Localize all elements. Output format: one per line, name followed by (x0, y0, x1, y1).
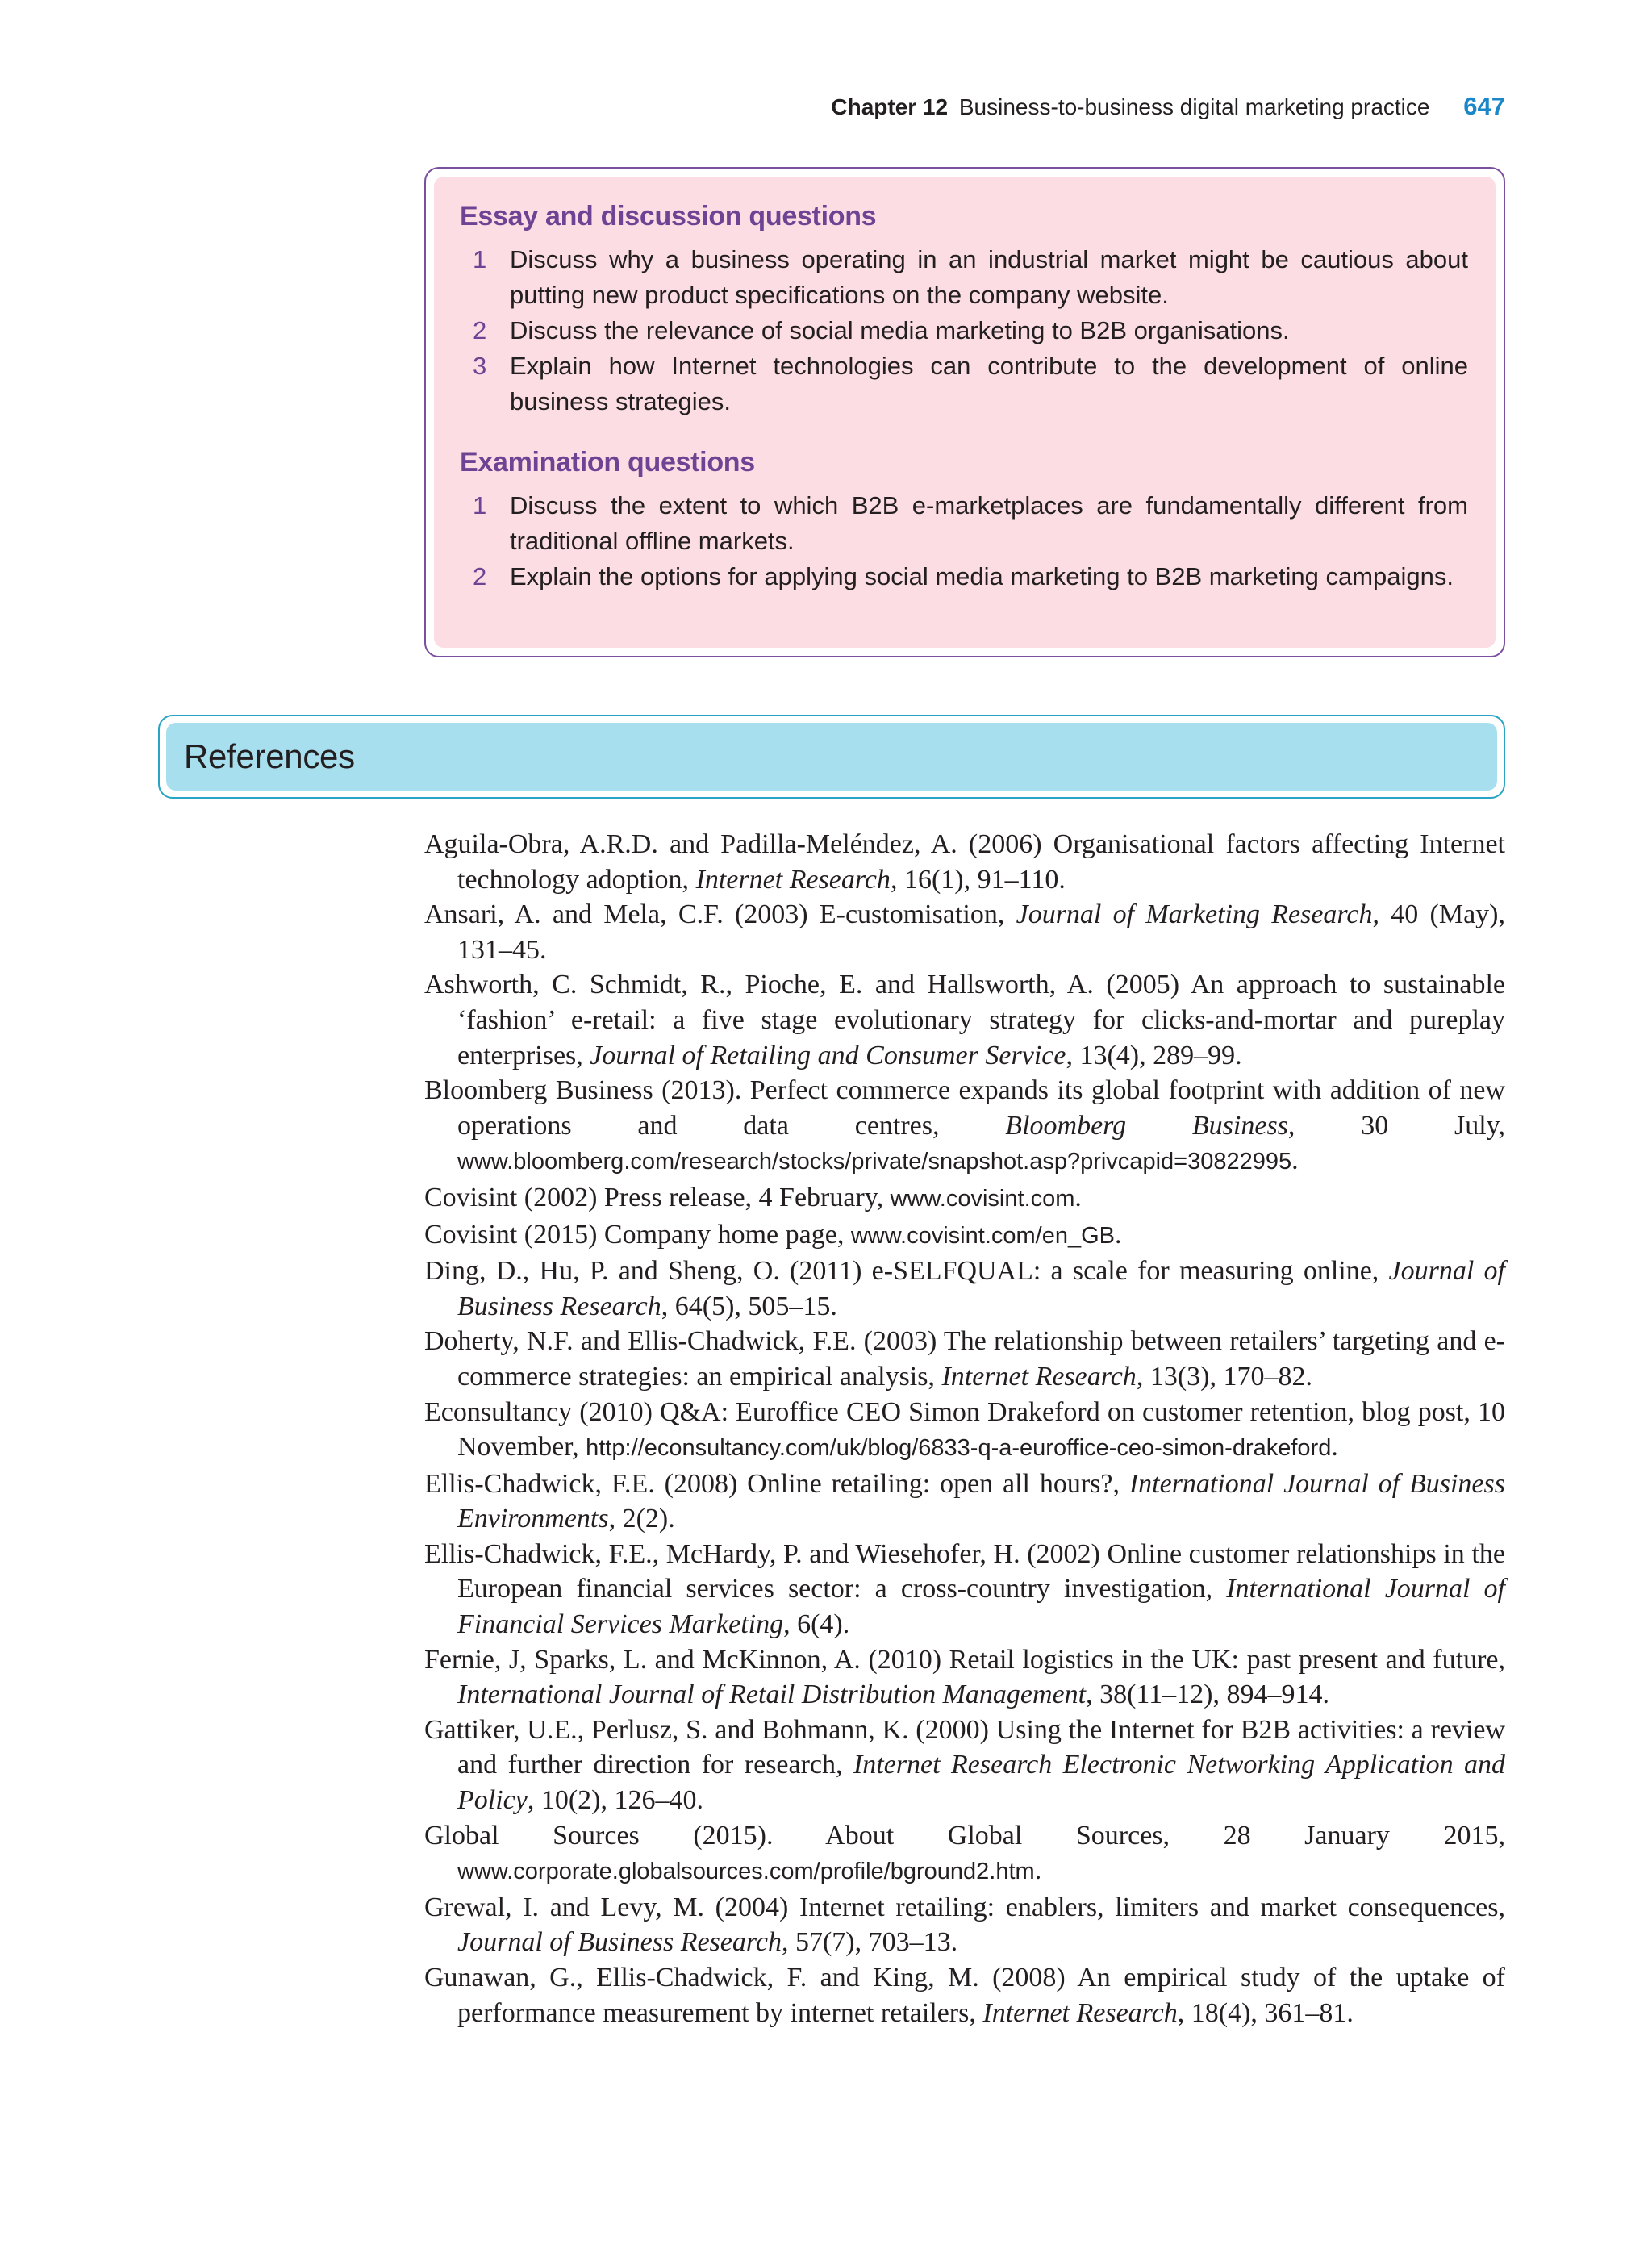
question-text: Explain how Internet technologies can contribute to the development of online business strategies. (510, 352, 1468, 415)
reference-journal: International Journal of Business Environments (457, 1468, 1505, 1534)
reference-url[interactable]: http://econsultancy.com/uk/blog/6833-q-a-euroffice-ceo-simon-drakeford (586, 1435, 1332, 1462)
question-number: 2 (473, 562, 487, 590)
reference-text: Ellis-Chadwick, F.E. (2008) Online retailing: open all hours?, (424, 1468, 1129, 1499)
reference-list (424, 827, 1505, 2030)
reference-text: , 38(11–12), 894–914. (1086, 1680, 1329, 1710)
reference-journal: Internet Research (695, 864, 891, 895)
reference-text: Ellis-Chadwick, F.E., McHardy, P. and Wiesehofer, H. (2002) Online customer relationships in the European financial services sector: a cross-country investigation, (424, 1538, 1505, 1604)
question-number: 3 (473, 352, 487, 380)
question-item (460, 313, 1468, 348)
reference-text: . (1331, 1432, 1338, 1463)
references-heading: References (184, 737, 355, 775)
question-item (460, 488, 1468, 559)
reference-journal: Journal of Marketing Research (1016, 899, 1373, 930)
reference-text: Fernie, J, Sparks, L. and McKinnon, A. (2010) Retail logistics in the UK: past present and future, (424, 1644, 1505, 1675)
reference-text: Aguila-Obra, A.R.D. and Padilla-Meléndez, A. (2006) Organisational factors affecting Internet technology adoption, (424, 829, 1505, 895)
question-text: Discuss why a business operating in an industrial market might be cautious about putting new product specifications on the company website. (510, 245, 1468, 309)
question-text: Discuss the extent to which B2B e-marketplaces are fundamentally different from traditional offline markets. (510, 491, 1468, 555)
chapter-title: Business-to-business digital marketing practice (958, 94, 1430, 119)
questions-box-inner (434, 177, 1496, 648)
question-item (460, 348, 1468, 419)
running-head (0, 92, 1505, 121)
reference-text: Ansari, A. and Mela, C.F. (2003) E-customisation, (424, 899, 1016, 930)
reference-text: . (1291, 1145, 1299, 1176)
reference-text: Global Sources (2015). About Global Sources, 28 January 2015, (424, 1820, 1505, 1851)
reference-text: . (1115, 1219, 1122, 1250)
reference-entry (424, 1642, 1505, 1713)
page-number: 647 (1463, 92, 1505, 120)
reference-text: Gattiker, U.E., Perlusz, S. and Bohmann, K. (2000) Using the Internet for B2B activities: a review and further direction for research, (424, 1714, 1505, 1780)
reference-journal: Internet Research (941, 1361, 1137, 1392)
exam-questions-heading: Examination questions (460, 447, 755, 478)
reference-text: , 13(3), 170–82. (1136, 1361, 1312, 1392)
reference-text: , 10(2), 126–40. (527, 1785, 703, 1816)
reference-text: Ding, D., Hu, P. and Sheng, O. (2011) e-SELFQUAL: a scale for measuring online, (424, 1256, 1389, 1287)
chapter-label: Chapter 12 (831, 94, 949, 119)
question-text: Explain the options for applying social media marketing to B2B marketing campaigns. (510, 562, 1454, 590)
reference-entry (424, 1960, 1505, 2030)
reference-text: , 16(1), 91–110. (890, 864, 1066, 895)
reference-entry (424, 1073, 1505, 1180)
essay-questions-list (460, 242, 1468, 419)
reference-text: Covisint (2015) Company home page, (424, 1219, 851, 1250)
reference-text: , 64(5), 505–15. (661, 1291, 837, 1321)
reference-url[interactable]: www.bloomberg.com/research/stocks/private/snapshot.asp?privcapid=30822995 (457, 1149, 1292, 1175)
reference-text: , 40 (May), 131–45. (457, 899, 1505, 965)
reference-text: Doherty, N.F. and Ellis-Chadwick, F.E. (2003) The relationship between retailers’ targeting and e-commerce strategies: an empirical analysis, (424, 1326, 1505, 1392)
question-number: 1 (473, 491, 487, 520)
reference-text: Gunawan, G., Ellis-Chadwick, F. and King, M. (2008) An empirical study of the uptake of performance measurement by internet retailers, (424, 1963, 1505, 2028)
question-text: Discuss the relevance of social media marketing to B2B organisations. (510, 316, 1290, 344)
question-item (460, 242, 1468, 313)
reference-text: , 18(4), 361–81. (1177, 1997, 1354, 2028)
reference-url[interactable]: www.corporate.globalsources.com/profile/bground2.htm (457, 1859, 1035, 1885)
reference-entry (424, 1254, 1505, 1324)
reference-entry (424, 1180, 1505, 1217)
reference-text: , 6(4). (783, 1609, 850, 1640)
reference-journal: Internet Research (982, 1997, 1178, 2028)
reference-entry (424, 1467, 1505, 1537)
reference-journal: Journal of Retailing and Consumer Service (590, 1040, 1066, 1070)
reference-journal: Journal of Business Research (457, 1256, 1505, 1321)
reference-journal: International Journal of Retail Distribution Management (457, 1680, 1087, 1710)
question-number: 1 (473, 245, 487, 273)
reference-entry (424, 1818, 1505, 1890)
references-heading-bar (158, 715, 1505, 799)
essay-questions-heading: Essay and discussion questions (460, 201, 877, 232)
reference-text: Bloomberg Business (2013). Perfect commerce expands its global footprint with addition of new operations and data centres, (424, 1075, 1505, 1141)
reference-text: , 30 July, (1287, 1110, 1505, 1141)
reference-entry (424, 897, 1505, 967)
reference-entry (424, 1395, 1505, 1467)
reference-url[interactable]: www.covisint.com (890, 1185, 1075, 1212)
reference-journal: Internet Research Electronic Networking Application and Policy (457, 1750, 1505, 1816)
reference-journal: Journal of Business Research (457, 1927, 782, 1958)
reference-text: , 13(4), 289–99. (1066, 1040, 1242, 1070)
reference-entry (424, 1324, 1505, 1394)
reference-entry (424, 967, 1505, 1073)
exam-questions-list (460, 488, 1468, 595)
reference-text: . (1074, 1182, 1082, 1212)
reference-text: , 2(2). (608, 1504, 675, 1534)
questions-box (424, 167, 1505, 657)
reference-journal: Bloomberg Business (1005, 1110, 1288, 1141)
reference-journal: International Journal of Financial Services Marketing (457, 1574, 1505, 1640)
references-heading-bar-inner (166, 723, 1497, 791)
reference-text: Grewal, I. and Levy, M. (2004) Internet retailing: enablers, limiters and market consequences, (424, 1892, 1505, 1922)
reference-text: , 57(7), 703–13. (781, 1927, 958, 1958)
reference-text: Ashworth, C. Schmidt, R., Pioche, E. and Hallsworth, A. (2005) An approach to sustainable ‘fashion’ e-retail: a five stage evolutionary strategy for clicks-and-mortar and pureplay enterprises, (424, 970, 1505, 1070)
reference-entry (424, 827, 1505, 897)
reference-entry (424, 1537, 1505, 1642)
reference-entry (424, 1890, 1505, 1960)
reference-text: Covisint (2002) Press release, 4 February, (424, 1182, 891, 1212)
reference-url[interactable]: www.covisint.com/en_GB (850, 1222, 1115, 1249)
reference-entry (424, 1713, 1505, 1818)
question-item (460, 559, 1468, 595)
reference-entry (424, 1217, 1505, 1254)
reference-text: Econsultancy (2010) Q&A: Euroffice CEO Simon Drakeford on customer retention, blog post, 10 November, (424, 1396, 1505, 1463)
question-number: 2 (473, 316, 487, 344)
reference-text: . (1034, 1855, 1042, 1886)
